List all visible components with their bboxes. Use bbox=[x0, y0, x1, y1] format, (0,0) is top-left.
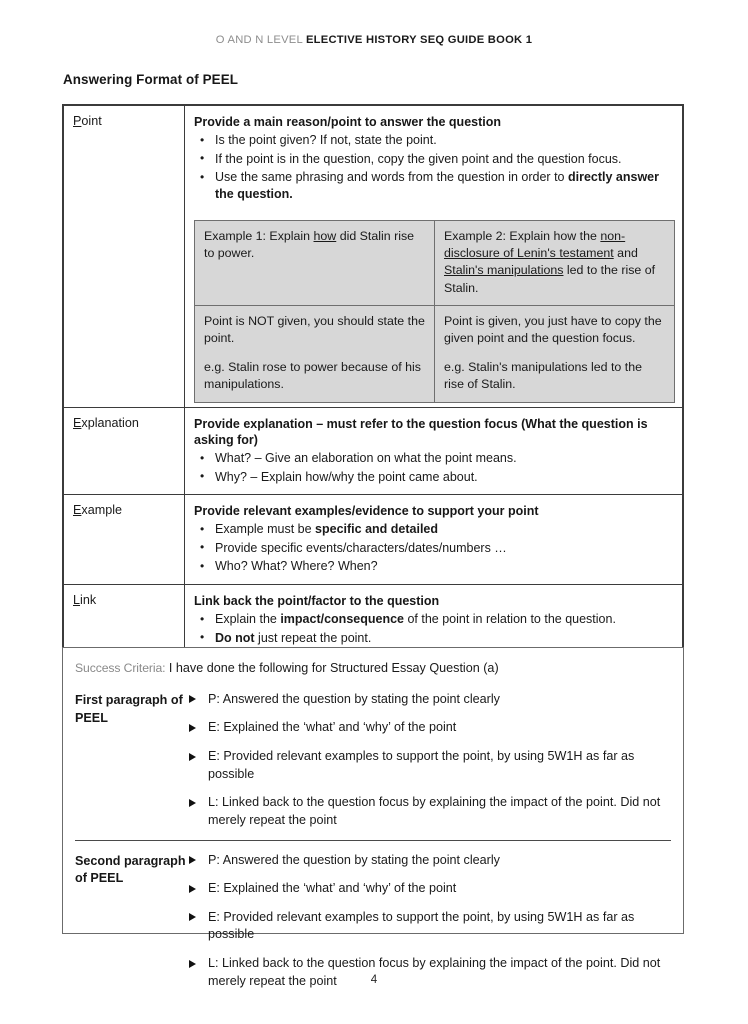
bullet-text: Is the point given? If not, state the point. bbox=[215, 133, 437, 148]
example-2-pre: Example 2: Explain how the bbox=[444, 228, 601, 243]
list-item bbox=[194, 521, 674, 538]
triangle-bullet-icon bbox=[189, 799, 196, 807]
example-2-note-cell bbox=[435, 306, 675, 402]
success-criteria-box bbox=[62, 647, 684, 988]
row-label-cell-example bbox=[64, 495, 185, 585]
row-label-rest: xample bbox=[81, 503, 123, 518]
table-row bbox=[64, 407, 683, 495]
example-1-underline: how bbox=[313, 228, 337, 243]
bullet-text: Provide specific events/characters/dates/numbers … bbox=[215, 540, 507, 555]
example-subtable-wrapper bbox=[194, 220, 675, 403]
example-2-note: Point is given, you just have to copy the given point and the question focus. bbox=[444, 314, 662, 346]
triangle-bullet-icon bbox=[189, 753, 196, 761]
list-item bbox=[194, 558, 674, 575]
list-item bbox=[194, 169, 674, 203]
success-criteria-statement: I have done the following for Structured Essay Question (a) bbox=[165, 661, 499, 675]
group-items-second bbox=[187, 852, 671, 991]
bullet-text-bold: directly answer the question. bbox=[215, 170, 659, 202]
criteria-text: E: Provided relevant examples to support the point, by using 5W1H as far as possible bbox=[208, 749, 635, 781]
criteria-text: E: Explained the ‘what’ and ‘why’ of the point bbox=[208, 720, 457, 735]
row-label-cell-link bbox=[64, 584, 185, 655]
bullet-text: Explain the bbox=[215, 612, 281, 626]
example-subtable bbox=[194, 220, 675, 403]
row-label-initial: L bbox=[73, 592, 81, 607]
success-criteria-group-first bbox=[63, 677, 683, 840]
link-bullet-list bbox=[194, 611, 674, 647]
link-heading: Link back the point/factor to the question bbox=[194, 593, 440, 608]
row-label-initial: E bbox=[73, 503, 82, 518]
success-criteria-title bbox=[63, 648, 683, 677]
row-label-initial: P bbox=[73, 114, 82, 128]
bullet-text-bold: impact/consequence bbox=[280, 612, 404, 626]
running-header-light: O AND N LEVEL bbox=[215, 34, 306, 46]
row-content-cell-point bbox=[185, 106, 683, 408]
row-label-rest: xplanation bbox=[81, 415, 139, 430]
example-2-cell bbox=[435, 220, 675, 305]
list-item[interactable] bbox=[187, 909, 671, 944]
row-label-example bbox=[64, 495, 184, 525]
example-2-underline-1: non-disclosure of Lenin's testament bbox=[444, 228, 626, 260]
triangle-bullet-icon bbox=[189, 724, 196, 732]
bullet-text-bold: specific and detailed bbox=[315, 522, 439, 537]
row-label-link bbox=[64, 585, 184, 615]
list-item bbox=[194, 611, 674, 628]
point-body bbox=[185, 106, 682, 212]
table-row bbox=[64, 106, 683, 408]
list-item bbox=[194, 630, 674, 647]
bullet-text-post: of the point in relation to the question. bbox=[403, 612, 616, 626]
row-label-rest: oint bbox=[81, 114, 102, 128]
list-item bbox=[194, 450, 674, 467]
peel-format-table bbox=[62, 104, 684, 657]
example-bullet-list bbox=[194, 521, 674, 575]
triangle-bullet-icon bbox=[189, 960, 196, 968]
list-item[interactable] bbox=[187, 748, 671, 783]
page-number: 4 bbox=[370, 973, 378, 986]
table-row bbox=[64, 584, 683, 655]
row-content-cell-explanation bbox=[185, 407, 683, 495]
criteria-text: E: Provided relevant examples to support the point, by using 5W1H as far as possible bbox=[208, 909, 635, 942]
success-criteria-group-second bbox=[63, 841, 683, 991]
link-body bbox=[185, 585, 682, 655]
example-2-text bbox=[444, 228, 665, 297]
running-header-bold: ELECTIVE HISTORY SEQ GUIDE BOOK 1 bbox=[305, 34, 533, 46]
group-items-first bbox=[187, 691, 671, 830]
bullet-text: Who? What? Where? When? bbox=[215, 559, 378, 574]
bullet-text: Why? – Explain how/why the point came about. bbox=[215, 469, 478, 484]
list-item[interactable] bbox=[187, 719, 671, 737]
triangle-bullet-icon bbox=[189, 885, 196, 893]
group-name-first: First paragraph of PEEL bbox=[75, 692, 183, 725]
example-2-mid: and bbox=[613, 245, 638, 260]
point-bullet-list bbox=[194, 132, 674, 203]
bullet-text: If the point is in the question, copy the given point and the question focus. bbox=[215, 151, 622, 166]
example-1-text bbox=[204, 228, 425, 263]
explanation-heading: Provide explanation – must refer to the question focus (What the question is asking for) bbox=[194, 416, 648, 448]
criteria-text: E: Explained the ‘what’ and ‘why’ of the point bbox=[208, 881, 457, 896]
example-2-eg: e.g. Stalin's manipulations led to the rise of Stalin. bbox=[444, 359, 642, 392]
triangle-bullet-icon bbox=[189, 913, 196, 921]
example-2-underline-2: Stalin's manipulations bbox=[444, 263, 564, 278]
example-1-note: Point is NOT given, you should state the point. bbox=[204, 314, 425, 346]
group-name-second: Second paragraph of PEEL bbox=[75, 853, 186, 886]
bullet-text-bold: Do not bbox=[215, 630, 255, 645]
list-item[interactable] bbox=[187, 880, 671, 898]
row-label-initial: E bbox=[73, 415, 82, 430]
row-content-cell-link bbox=[185, 584, 683, 655]
example-1-cell bbox=[195, 220, 435, 305]
criteria-text: L: Linked back to the question focus by explaining the impact of the point. Did not merely repeat the point bbox=[208, 956, 661, 988]
explanation-body bbox=[185, 408, 682, 495]
criteria-text: P: Answered the question by stating the point clearly bbox=[208, 691, 500, 706]
list-item[interactable] bbox=[187, 691, 671, 709]
table-row bbox=[195, 220, 675, 305]
criteria-text: P: Answered the question by stating the point clearly bbox=[208, 852, 500, 867]
point-heading: Provide a main reason/point to answer the question bbox=[194, 115, 502, 129]
criteria-text: L: Linked back to the question focus by explaining the impact of the point. Did not merely repeat the point bbox=[208, 795, 661, 827]
example-1-pre: Example 1: Explain bbox=[204, 228, 314, 243]
table-row bbox=[195, 306, 675, 402]
row-content-cell-example bbox=[185, 495, 683, 585]
list-item bbox=[194, 540, 674, 557]
row-label-cell-explanation bbox=[64, 407, 185, 495]
example-1-eg: e.g. Stalin rose to power because of his manipulations. bbox=[204, 359, 421, 392]
example-1-post: did Stalin rise to power. bbox=[204, 228, 415, 260]
list-item[interactable] bbox=[187, 794, 671, 829]
bullet-text: Use the same phrasing and words from the question in order to bbox=[215, 170, 568, 185]
row-label-point bbox=[64, 106, 184, 136]
explanation-bullet-list bbox=[194, 450, 674, 486]
running-header bbox=[0, 34, 748, 46]
example-2-post: led to the rise of Stalin. bbox=[444, 263, 656, 295]
bullet-text: Example must be bbox=[215, 522, 316, 537]
list-item bbox=[194, 469, 674, 486]
bullet-text: What? – Give an elaboration on what the point means. bbox=[215, 451, 517, 466]
success-criteria-label: Success Criteria: bbox=[75, 661, 166, 675]
table-row bbox=[64, 495, 683, 585]
example-heading: Provide relevant examples/evidence to support your point bbox=[194, 504, 539, 519]
list-item bbox=[194, 132, 674, 149]
row-label-rest: ink bbox=[80, 592, 97, 607]
list-item bbox=[194, 151, 674, 168]
list-item[interactable] bbox=[187, 852, 671, 870]
row-label-cell-point bbox=[64, 106, 185, 408]
triangle-bullet-icon bbox=[189, 695, 196, 703]
page-title: Answering Format of PEEL bbox=[63, 72, 239, 87]
row-label-explanation bbox=[64, 408, 184, 438]
bullet-text-post: just repeat the point. bbox=[254, 630, 372, 645]
triangle-bullet-icon bbox=[189, 856, 196, 864]
example-body bbox=[185, 495, 682, 584]
example-1-note-cell bbox=[195, 306, 435, 402]
